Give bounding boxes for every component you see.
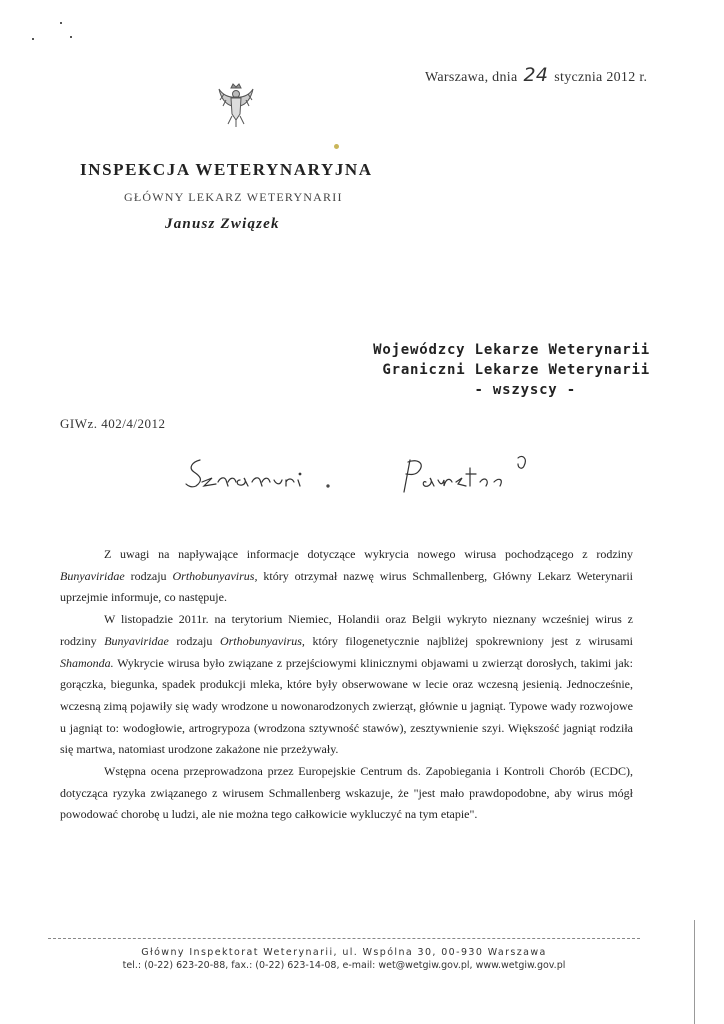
- footer-divider: [48, 938, 640, 939]
- polish-eagle-emblem-icon: [216, 80, 256, 130]
- recipient-line: Wojewódzcy Lekarze Weterynarii: [373, 342, 650, 358]
- body-paragraph: [60, 609, 633, 761]
- text-run: Shamonda.: [60, 655, 114, 670]
- footer-address: Główny Inspektorat Weterynarii, ul. Wspólna 30, 00-930 Warszawa: [141, 947, 547, 958]
- text-run: Bunyaviridae: [104, 633, 169, 648]
- text-run: Bunyaviridae: [60, 568, 125, 583]
- letterhead-footer: [48, 946, 640, 972]
- reference-number: GIWz. 402/4/2012: [60, 416, 166, 431]
- recipient-line: Graniczni Lekarze Weterynarii: [382, 362, 650, 378]
- body-paragraph: [60, 544, 633, 609]
- text-run: który filogenetycznie najbliżej spokrewniony jest z wirusami: [304, 633, 634, 648]
- text-run: rodzaju: [168, 633, 220, 648]
- recipients-block: [330, 340, 650, 400]
- sender-organization: INSPEKCJA WETERYNARYJNA: [80, 160, 373, 179]
- letter-date: [425, 64, 647, 86]
- text-run: Orthobunyavirus,: [219, 633, 305, 648]
- date-suffix: stycznia 2012 r.: [554, 70, 648, 85]
- sender-name: Janusz Związek: [165, 216, 280, 232]
- text-run: Wykrycie wirusa było związane z przejściowymi klinicznymi objawami u zwierząt dorosłych, takimi jak: gorączka, biegunka, spadek produkcji mleka, które były obserwowane w lecie oraz wczesną jesienią. Jednocześnie, wczesną zimą pojawiły się wady wrodzone u nowonarodzonych zwierząt, głównie u jagniąt. Typowe wady rozwojowe u jagniąt to: wodogłowie, artrogrypoza (wrodzona sztywność stawów), zesztywnienie szyi. Większość jagniąt rodziła się martwa, natomiast urodzone zakażone nie przeżywały.: [60, 655, 633, 757]
- scan-speck: [70, 36, 72, 38]
- scan-speck: [32, 38, 34, 40]
- ink-dot: [334, 144, 339, 149]
- handwritten-greeting: [182, 452, 602, 500]
- text-run: W listopadzie 2011r. na terytorium Niemiec, Holandii oraz Belgii wykryto nieznany wcześniej wirus z rodziny: [60, 612, 633, 648]
- recipient-line: - wszyscy -: [474, 382, 576, 398]
- date-prefix: Warszawa, dnia: [425, 70, 518, 85]
- footer-contacts: tel.: (0-22) 623-20-88, fax.: (0-22) 623-14-08, e-mail: wet@wetgiw.gov.pl, www.wetgiw.gov.pl: [122, 960, 566, 971]
- date-day-handwritten: 24: [523, 64, 549, 86]
- text-run: rodzaju: [124, 568, 173, 583]
- body-paragraph: Wstępna ocena przeprowadzona przez Europejskie Centrum ds. Zapobiegania i Kontroli Chorób (ECDC), dotycząca ryzyka związanego z wirusem Schmallenberg wskazuje, że "jest mało prawdopodobne, aby wirus mógł powodować chorobę u ludzi, ale nie można tego całkowicie wykluczyć na tym etapie".: [60, 764, 633, 822]
- scan-edge: [694, 920, 695, 1024]
- scan-speck: [60, 22, 62, 24]
- text-run: który otrzymał nazwę wirus Schmallenberg, Główny Lekarz Weterynarii uprzejmie informuje, co następuje.: [60, 568, 633, 605]
- letter-body: [60, 544, 633, 826]
- sender-title: GŁÓWNY LEKARZ WETERYNARII: [124, 190, 343, 204]
- text-run: Z uwagi na napływające informacje dotyczące wykrycia nowego wirusa pochodzącego z rodziny: [104, 547, 633, 561]
- text-run: Orthobunyavirus,: [172, 568, 258, 583]
